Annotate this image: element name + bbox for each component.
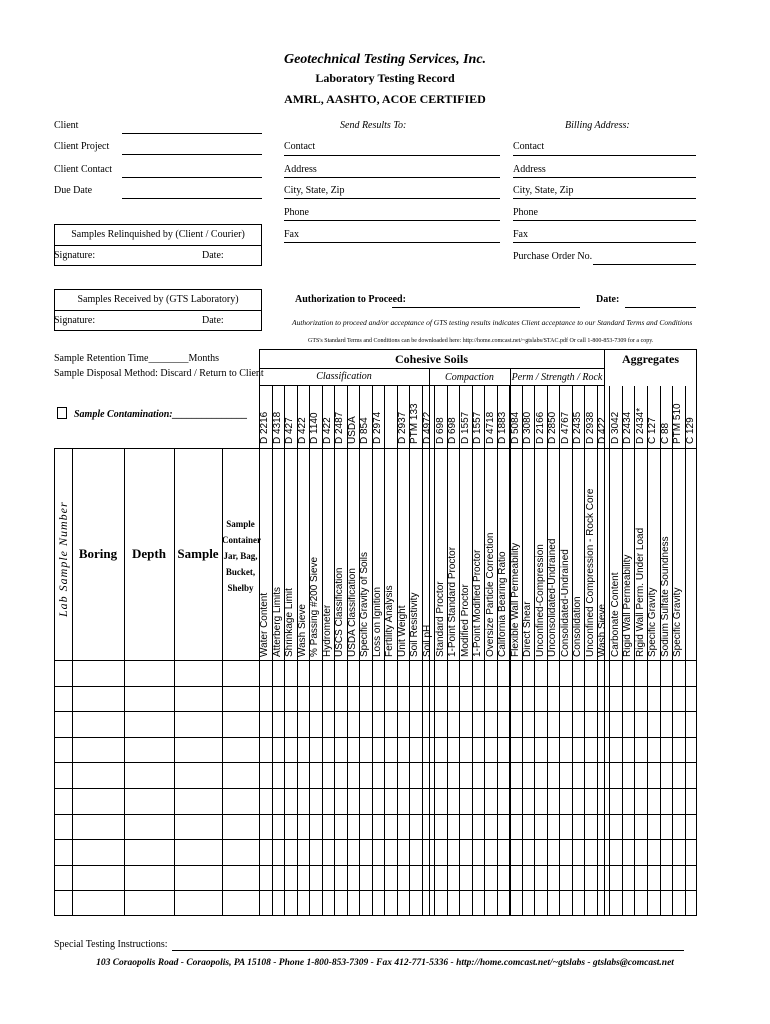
test-name: Unit Weight — [396, 605, 408, 657]
contamination-label[interactable]: Sample Contamination:_______________ — [74, 409, 248, 420]
column-divider — [685, 386, 686, 916]
due-date-label: Due Date — [54, 185, 93, 196]
test-name: Flexible Wall Permeability — [509, 542, 521, 657]
test-code: C 88 — [659, 422, 671, 444]
authorization-input[interactable] — [392, 307, 580, 308]
client-contact-input[interactable] — [122, 177, 262, 178]
test-name: Unconfined-Compression — [534, 544, 546, 657]
authorization-date-input[interactable] — [625, 307, 696, 308]
table-row[interactable] — [54, 814, 697, 815]
test-code: D 427 — [284, 417, 296, 444]
authorization-date-label: Date: — [596, 294, 620, 305]
test-code: D 4718 — [484, 411, 496, 444]
test-name: Loss on Ignition — [371, 586, 383, 657]
table-row[interactable] — [54, 788, 697, 789]
lab-sample-header: Lab Sample Number — [56, 501, 70, 617]
test-code: D 2435 — [572, 411, 584, 444]
retention-time[interactable]: Sample Retention Time________Months — [54, 353, 220, 364]
test-name: Soil Resistivity — [409, 592, 421, 657]
test-name: % Passing #200 Sieve — [309, 556, 321, 657]
test-code: D 698 — [447, 417, 458, 444]
test-name: 1-Point Modified Proctor — [472, 549, 483, 657]
header-rule — [259, 385, 604, 386]
bill-contact-label: Contact — [513, 141, 545, 152]
compaction-header: Compaction — [445, 372, 494, 383]
purchase-order-label: Purchase Order No. — [513, 251, 593, 262]
column-divider — [72, 448, 73, 916]
depth-header: Depth — [132, 546, 166, 561]
test-code: D 1883 — [497, 411, 508, 444]
test-name: Rigid Wall Permeability — [622, 554, 634, 657]
billing-title: Billing Address: — [565, 120, 630, 131]
test-code: D 4318 — [271, 411, 283, 444]
purchase-order-input[interactable] — [593, 264, 696, 265]
disposal-method[interactable]: Sample Disposal Method: Discard / Return to Client — [54, 368, 264, 379]
client-label: Client — [54, 120, 79, 131]
test-name: Soil pH — [421, 624, 433, 657]
bill-phone-label: Phone — [513, 207, 538, 218]
send-contact-input[interactable] — [284, 155, 500, 156]
test-code: D 2487 — [334, 411, 346, 444]
bill-fax-input[interactable] — [513, 242, 696, 243]
test-code: D 422 — [296, 417, 308, 444]
test-name: Consolidated-Undrained — [559, 549, 571, 657]
boring-header: Boring — [78, 546, 118, 561]
relinquished-signature[interactable]: Signature: — [54, 250, 96, 261]
test-code: PTM 133 — [409, 403, 421, 444]
header-bottom-rule — [54, 660, 697, 661]
perm-header: Perm / Strength / Rock — [511, 372, 603, 383]
test-code: D 422 — [597, 417, 609, 444]
test-code: PTM 510 — [672, 403, 684, 444]
send-results-title: Send Results To: — [340, 120, 407, 131]
test-name: Wash Sieve — [296, 604, 308, 657]
special-instructions-label: Special Testing Instructions: — [54, 939, 168, 950]
send-contact-label: Contact — [284, 141, 316, 152]
certified-line: AMRL, AASHTO, ACOE CERTIFIED — [284, 92, 486, 106]
test-name: California Bearing Ratio — [497, 551, 508, 657]
test-code: C 127 — [647, 417, 659, 444]
test-code: D 3080 — [522, 411, 534, 444]
test-code: D 5084 — [509, 411, 521, 444]
test-code: D 1140 — [309, 412, 321, 444]
test-code: D 1557 — [472, 411, 483, 444]
send-city-label: City, State, Zip — [284, 185, 345, 196]
test-name: Hydrometer — [321, 604, 333, 657]
send-phone-input[interactable] — [284, 220, 500, 221]
test-name: Standard Proctor — [434, 581, 446, 657]
column-divider — [174, 448, 175, 916]
test-code: D 422 — [321, 417, 333, 444]
table-row[interactable] — [54, 762, 697, 763]
test-name: Consolidation — [572, 596, 584, 657]
company-name: Geotechnical Testing Services, Inc. — [283, 52, 487, 67]
test-code: D 4767 — [559, 411, 571, 444]
container-line: Sample — [226, 519, 255, 529]
send-city-input[interactable] — [284, 198, 500, 199]
authorization-note: Authorization to proceed and/or acceptance of GTS testing results indicates Client acceptance to our Standard Terms and Conditions — [292, 318, 693, 327]
received-title: Samples Received by (GTS Laboratory) — [77, 294, 239, 305]
container-line: Bucket, — [225, 567, 256, 577]
test-code: C 129 — [684, 417, 696, 444]
test-name: Specific Gravity — [647, 587, 659, 657]
test-name: Unconfined Compression - Rock Core — [584, 488, 596, 657]
header-rule — [259, 368, 604, 369]
container-line: Shelby — [227, 583, 254, 593]
test-name: Rigid Wall Perm. Under Load — [634, 527, 646, 657]
test-name: Sodium Sulfate Soundness — [659, 536, 671, 657]
test-name: USDA Classification — [346, 568, 358, 657]
column-divider — [124, 448, 125, 916]
test-code: D 1557 — [459, 411, 471, 444]
bill-phone-input[interactable] — [513, 220, 696, 221]
column-divider — [259, 448, 260, 916]
bill-address-label: Address — [513, 164, 546, 175]
bill-address-input[interactable] — [513, 177, 696, 178]
client-input[interactable] — [122, 133, 262, 134]
send-phone-label: Phone — [284, 207, 309, 218]
test-name: USCS Classification — [334, 567, 346, 657]
test-code: D 698 — [434, 417, 446, 444]
test-name: Modified Proctor — [459, 584, 471, 657]
due-date-input[interactable] — [122, 198, 262, 199]
test-name: Specific Gravity — [672, 587, 684, 657]
test-code: D 2938 — [584, 411, 596, 444]
bill-fax-label: Fax — [513, 229, 528, 240]
special-instructions-input[interactable] — [172, 950, 684, 951]
client-project-input[interactable] — [122, 154, 262, 155]
client-contact-label: Client Contact — [54, 164, 113, 175]
bill-contact-input[interactable] — [513, 155, 696, 156]
send-fax-input[interactable] — [284, 242, 500, 243]
test-name: 1-Point Standard Proctor — [447, 546, 458, 657]
column-divider — [222, 448, 223, 916]
test-name: Specific Gravity of Soils — [359, 551, 371, 657]
table-row[interactable] — [54, 890, 697, 891]
test-code: D 2166 — [534, 411, 546, 444]
test-name: Carbonate Content — [609, 572, 621, 657]
bill-city-label: City, State, Zip — [513, 185, 574, 196]
authorization-label: Authorization to Proceed: — [295, 294, 406, 305]
test-name: Unconsolidated-Undrained — [547, 538, 559, 657]
test-code: D 854 — [359, 417, 371, 444]
test-name: Shrinkage Limit — [284, 588, 296, 657]
relinquished-title: Samples Relinquished by (Client / Courier) — [71, 229, 245, 240]
test-code: D 2850 — [547, 411, 559, 444]
classification-header: Classification — [316, 371, 372, 382]
sample-header: Sample — [177, 546, 219, 561]
test-code: USDA — [346, 416, 358, 444]
test-code: D 2216 — [259, 411, 271, 444]
test-name: Oversize Particle Correction — [484, 532, 496, 657]
test-name: Fertility Analysis — [384, 585, 396, 657]
contamination-checkbox[interactable] — [57, 407, 67, 419]
table-row[interactable] — [54, 839, 697, 840]
test-name: Wash Sieve — [597, 604, 609, 657]
test-code: D 2937 — [396, 411, 408, 444]
table-row[interactable] — [54, 711, 697, 712]
relinquished-date[interactable]: Date: — [202, 250, 224, 261]
terms-note: GTS's Standard Terms and Conditions can be downloaded here: http://home.comcast.net/~gtslabs/STAC.pdf Or call 1-800-853-7309 for a copy. — [308, 338, 654, 344]
received-date[interactable]: Date: — [202, 315, 224, 326]
record-title: Laboratory Testing Record — [315, 71, 455, 85]
test-name: Direct Shear — [522, 601, 534, 657]
test-code: D 4972 — [421, 411, 433, 444]
received-signature[interactable]: Signature: — [54, 315, 96, 326]
aggregates-header: Aggregates — [621, 352, 680, 366]
test-code: D 2974 — [371, 411, 383, 444]
client-project-label: Client Project — [54, 141, 110, 152]
table-row[interactable] — [54, 865, 697, 866]
table-row[interactable] — [54, 686, 697, 687]
cohesive-header: Cohesive Soils — [394, 352, 468, 366]
table-row[interactable] — [54, 737, 697, 738]
test-code: D 2434* — [634, 407, 646, 444]
bill-city-input[interactable] — [513, 198, 696, 199]
table-outer — [54, 448, 697, 916]
footer-address: 103 Coraopolis Road - Coraopolis, PA 15108 - Phone 1-800-853-7309 - Fax 412-771-5336 - http://home.comcast.net/~gtslabs - gtslabs@comcast.net — [96, 958, 674, 968]
send-address-label: Address — [284, 164, 317, 175]
test-name: Atterberg Limits — [271, 586, 283, 657]
container-line: Jar, Bag, — [223, 551, 258, 561]
test-code: D 2434 — [622, 411, 634, 444]
container-line: Container — [222, 535, 261, 545]
test-name: Water Content — [259, 592, 271, 657]
send-address-input[interactable] — [284, 177, 500, 178]
test-code: D 3042 — [609, 411, 621, 444]
send-fax-label: Fax — [284, 229, 299, 240]
